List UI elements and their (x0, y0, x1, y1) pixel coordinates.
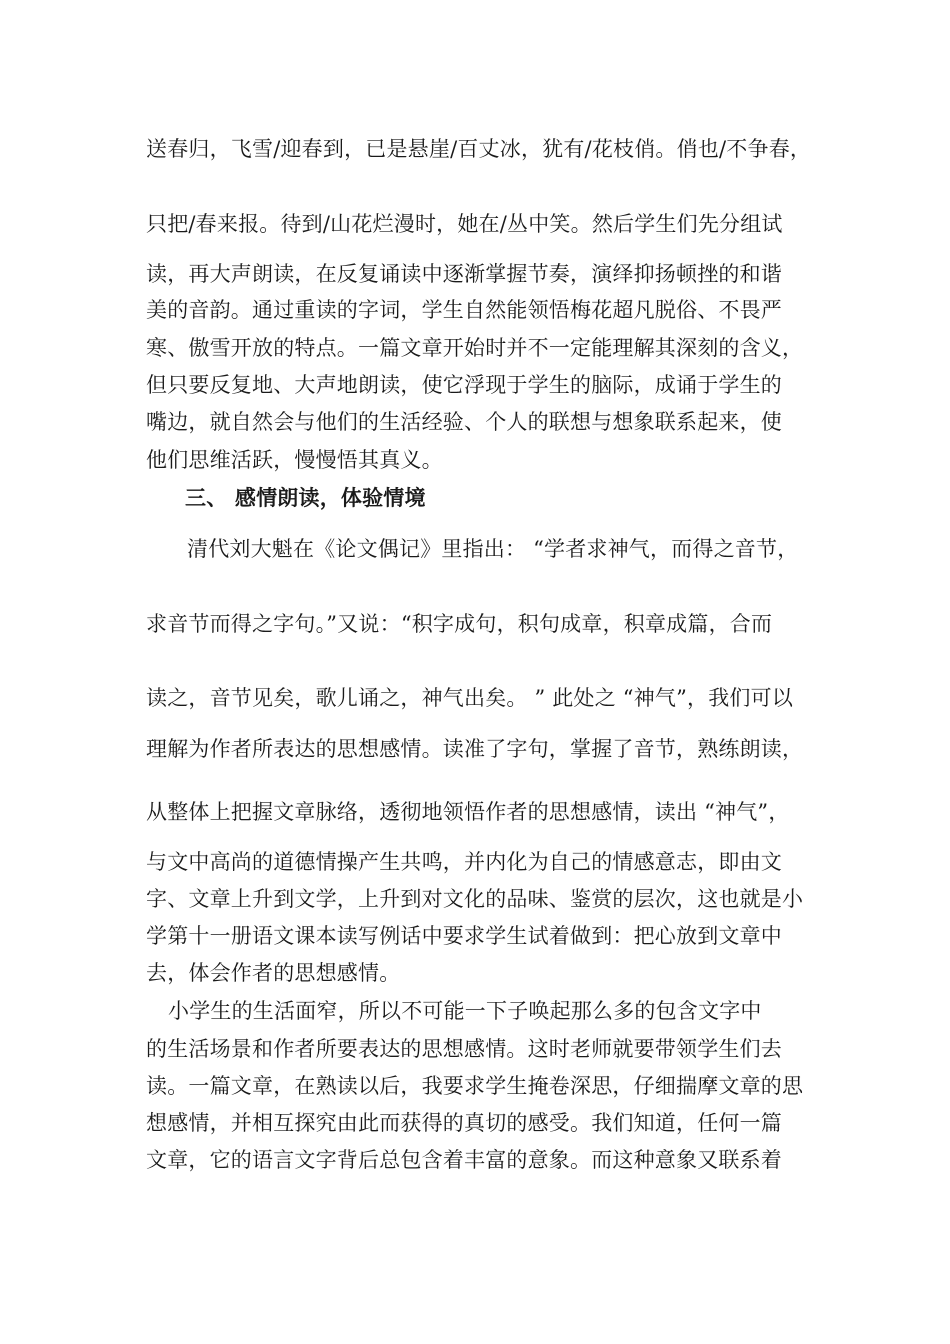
text-line: 读，再大声朗读，在反复诵读中逐渐掌握节奏，演绎抑扬顿挫的和谐 (146, 262, 782, 286)
text-line: 学第十一册语文课本读写例话中要求学生试着做到：把心放到文章中 (146, 924, 782, 948)
text-line: 的生活场景和作者所要表达的思想感情。这时老师就要带领学生们去 (146, 1037, 782, 1061)
text-line: 清代刘大魁在《论文偶记》里指出： “学者求神气，而得之音节， (187, 537, 799, 561)
text-line: 他们思维活跃，慢慢悟其真义。 (146, 448, 443, 472)
text-line: 想感情，并相互探究由此而获得的真切的感受。我们知道，任何一篇 (146, 1111, 782, 1135)
text-line: 与文中高尚的道德情操产生共鸣，并内化为自己的情感意志，即由文 (146, 850, 782, 874)
text-line: 读之，音节见矣，歌儿诵之，神气出矣。 ” 此处之 “神气”，我们可以 (146, 686, 794, 710)
text-line: 从整体上把握文章脉络，透彻地领悟作者的思想感情，读出 “神气”， (146, 800, 790, 824)
text-line: 读。一篇文章，在熟读以后，我要求学生掩卷深思，仔细揣摩文章的思 (146, 1074, 804, 1098)
text-line: 美的音韵。通过重读的字词，学生自然能领悟梅花超凡脱俗、不畏严 (146, 298, 782, 322)
text-line: 文章，它的语言文字背后总包含着丰富的意象。而这种意象又联系着 (146, 1148, 782, 1172)
text-line: 小学生的生活面窄，所以不可能一下子唤起那么多的包含文字中 (168, 999, 762, 1023)
text-line: 求音节而得之字句。”又说：“积字成句，积句成章，积章成篇，合而 (146, 612, 773, 636)
text-line: 送春归，飞雪/迎春到，已是悬崖/百丈冰，犹有/花枝俏。俏也/不争春， (146, 137, 812, 161)
text-line: 去，体会作者的思想感情。 (146, 961, 401, 985)
section-heading: 三、 感情朗读，体验情境 (185, 485, 426, 510)
text-line: 字、文章上升到文学，上升到对文化的品味、鉴赏的层次，这也就是小 (146, 887, 804, 911)
text-line: 理解为作者所表达的思想感情。读准了字句，掌握了音节，熟练朗读， (146, 737, 804, 761)
text-line: 寒、傲雪开放的特点。一篇文章开始时并不一定能理解其深刻的含义， (146, 336, 804, 360)
text-line: 只把/春来报。待到/山花烂漫时，她在/丛中笑。然后学生们先分组试 (146, 212, 783, 236)
text-line: 但只要反复地、大声地朗读，使它浮现于学生的脑际，成诵于学生的 (146, 373, 782, 397)
text-line: 嘴边，就自然会与他们的生活经验、个人的联想与想象联系起来，使 (146, 410, 782, 434)
